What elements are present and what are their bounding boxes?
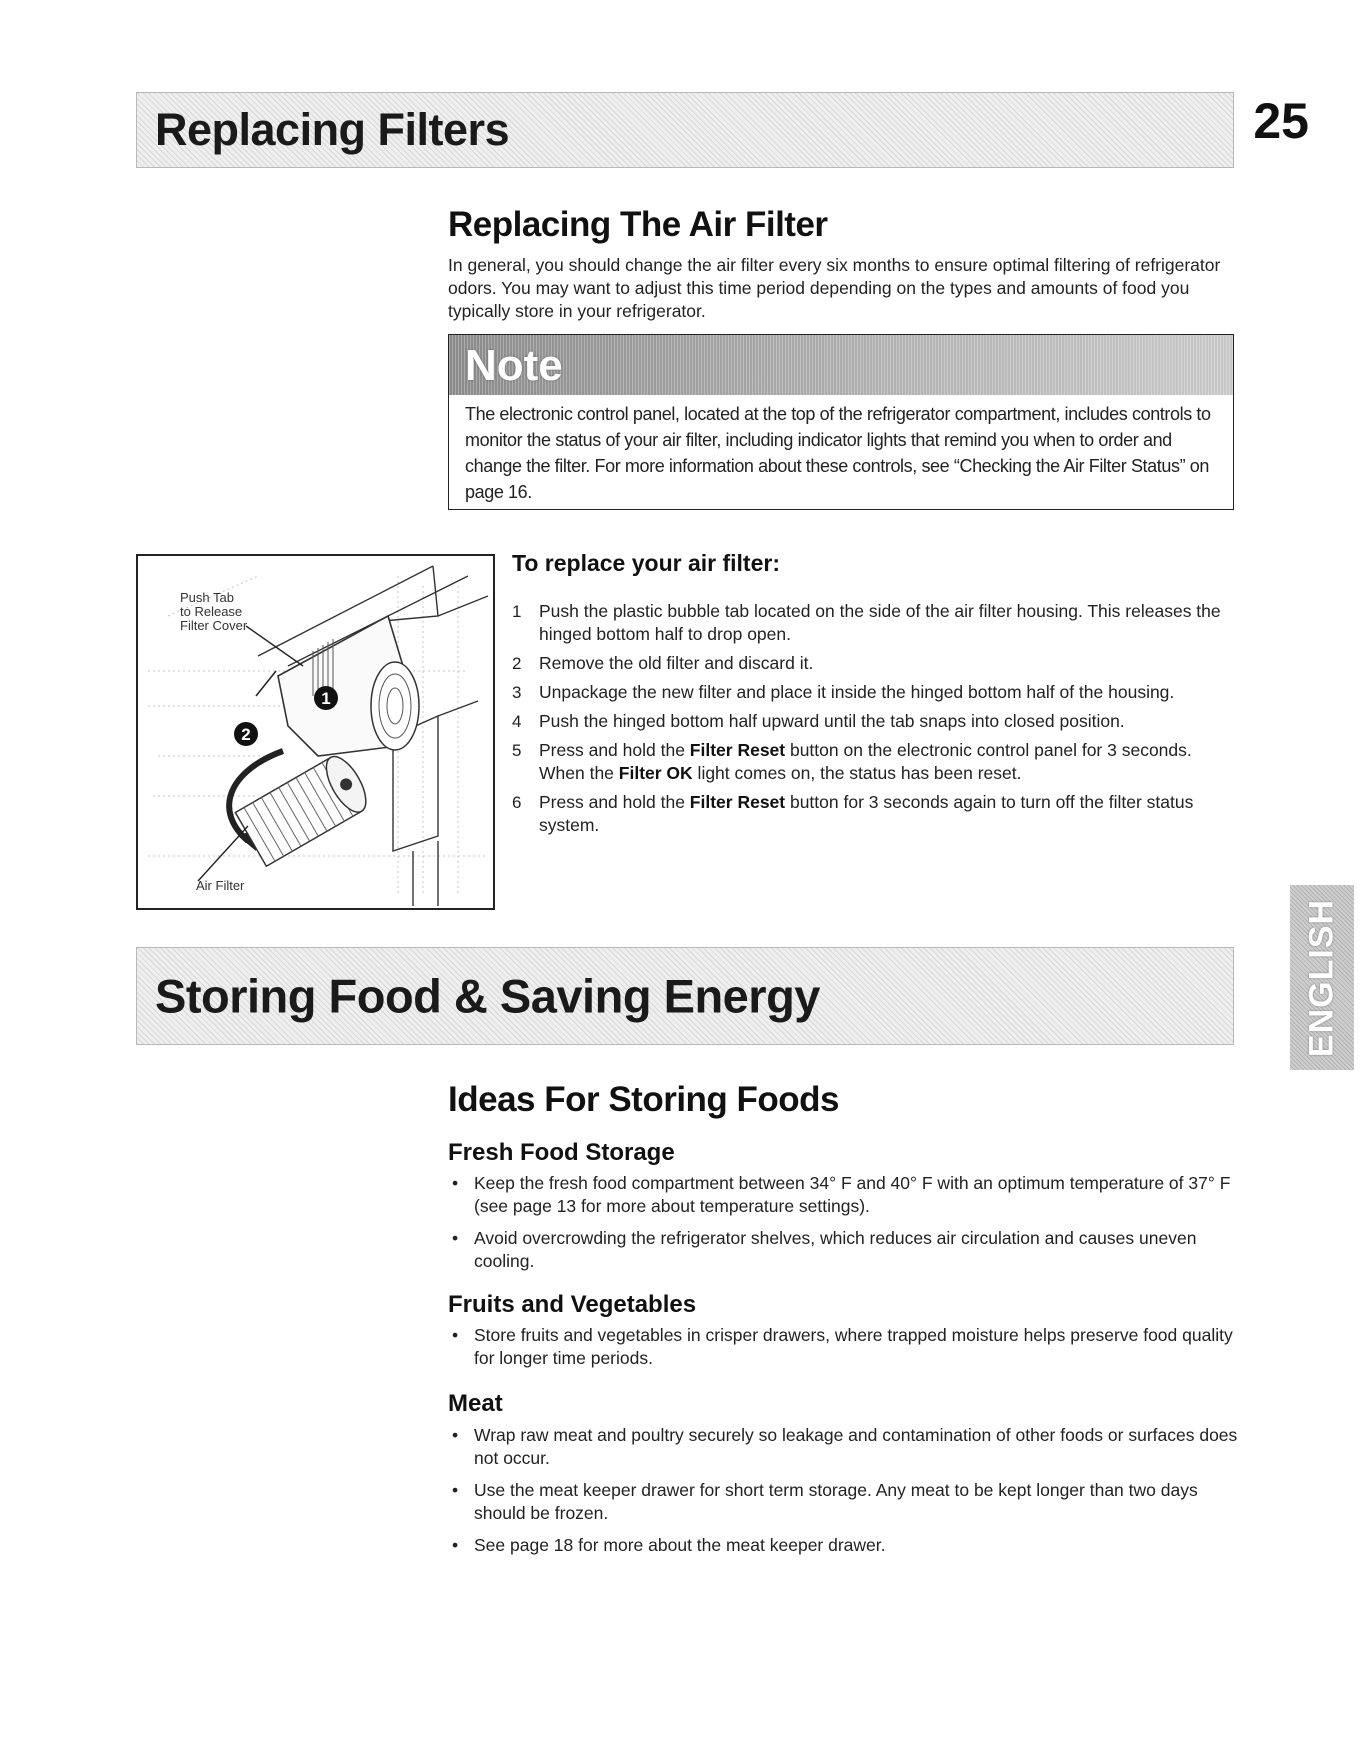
- list-item-text: See page 18 for more about the meat keeper drawer.: [474, 1535, 886, 1555]
- note-text: The electronic control panel, located at the top of the refrigerator compartment, includes controls to monitor the status of your air filter, including indicator lights that remind you when to order and change the filter. For more information about these controls, see “Checking the Air Filter Status” on page 16.: [465, 404, 1211, 502]
- step-text: Push the plastic bubble tab located on the side of the air filter housing. This releases the hinged bottom half to drop open.: [539, 601, 1221, 644]
- note-box: [448, 334, 1234, 510]
- step-item: [512, 791, 1238, 837]
- list-item-text: Keep the fresh food compartment between 34° F and 40° F with an optimum temperature of 37° F (see page 13 for more about temperature settings).: [474, 1173, 1231, 1216]
- list-item-text: Store fruits and vegetables in crisper drawers, where trapped moisture helps preserve food quality for longer time periods.: [474, 1325, 1233, 1368]
- step-number: 5: [512, 741, 522, 760]
- language-tab-label: ENGLISH: [1302, 898, 1341, 1057]
- filter-ok-label: Filter OK: [618, 763, 693, 783]
- bullet-icon: •: [452, 1425, 459, 1445]
- step-marker-1: [314, 686, 338, 710]
- filter-reset-label: Filter Reset: [689, 740, 786, 760]
- bullet-icon: •: [452, 1228, 459, 1248]
- step-text-pre: Press and hold the: [539, 792, 690, 812]
- step-item: [512, 681, 1238, 704]
- fresh-food-heading: Fresh Food Storage: [448, 1139, 675, 1166]
- air-filter-intro: In general, you should change the air filter every six months to ensure optimal filtering of refrigerator odors. You may want to adjust this time period depending on the types and amounts of food you typically store in your refrigerator.: [448, 255, 1221, 321]
- meat-list: [448, 1424, 1238, 1566]
- fruits-heading: Fruits and Vegetables: [448, 1291, 697, 1318]
- step-item: [512, 652, 1238, 675]
- meat-heading: Meat: [448, 1390, 503, 1417]
- bullet-icon: •: [452, 1480, 459, 1500]
- list-item: [448, 1424, 1238, 1470]
- figure-label-push-tab: Push Tab: [180, 590, 234, 605]
- list-item: [448, 1172, 1238, 1218]
- step-text-post: button for 3 seconds again to turn off the filter status system.: [539, 792, 1194, 835]
- subsection-heading-air-filter: Replacing The Air Filter: [448, 205, 828, 244]
- list-item: [448, 1534, 1238, 1557]
- step-text-mid: button on the electronic control panel for 3 seconds. When the: [539, 740, 1192, 783]
- language-side-tab: [1290, 885, 1354, 1070]
- figure-label-air-filter: Air Filter: [196, 878, 245, 893]
- step-number: 1: [512, 602, 522, 621]
- svg-text:1: 1: [321, 689, 331, 708]
- section-banner-storing-food: [136, 947, 1234, 1045]
- list-item-text: Use the meat keeper drawer for short term storage. Any meat to be kept longer than two days should be frozen.: [474, 1480, 1198, 1523]
- steps-list: [512, 600, 1238, 843]
- list-item: [448, 1227, 1238, 1273]
- subsection-heading-storing-foods: Ideas For Storing Foods: [448, 1080, 840, 1119]
- air-filter-figure: [136, 554, 495, 910]
- list-item-text: Wrap raw meat and poultry securely so leakage and contamination of other foods or surfaces does not occur.: [474, 1425, 1238, 1468]
- step-marker-2: [234, 722, 258, 746]
- svg-text:2: 2: [241, 725, 251, 744]
- step-text: Unpackage the new filter and place it inside the hinged bottom half of the housing.: [539, 682, 1175, 702]
- step-number: 4: [512, 712, 522, 731]
- bullet-icon: •: [452, 1173, 459, 1193]
- list-item: [448, 1479, 1238, 1525]
- list-item-text: Avoid overcrowding the refrigerator shelves, which reduces air circulation and causes uneven cooling.: [474, 1228, 1197, 1271]
- section-title: Replacing Filters: [155, 104, 510, 155]
- step-text-pre: Press and hold the: [539, 740, 690, 760]
- section-title: Storing Food & Saving Energy: [155, 969, 820, 1023]
- bullet-icon: •: [452, 1325, 459, 1345]
- step-text-post: light comes on, the status has been reset.: [692, 763, 1022, 783]
- figure-label-filter-cover: Filter Cover: [180, 618, 248, 633]
- step-number: 3: [512, 683, 522, 702]
- step-item: [512, 600, 1238, 646]
- fresh-food-list: [448, 1172, 1238, 1282]
- list-item: [448, 1324, 1238, 1370]
- steps-heading: To replace your air filter:: [512, 550, 780, 576]
- air-filter-illustration: [138, 556, 493, 908]
- fruits-list: [448, 1324, 1238, 1379]
- filter-reset-label: Filter Reset: [689, 792, 786, 812]
- step-text: Remove the old filter and discard it.: [539, 653, 814, 673]
- step-item: [512, 739, 1238, 785]
- step-text: Push the hinged bottom half upward until the tab snaps into closed position.: [539, 711, 1125, 731]
- step-number: 6: [512, 793, 522, 812]
- page-number: 25: [1253, 93, 1309, 149]
- bullet-icon: •: [452, 1535, 459, 1555]
- step-number: 2: [512, 654, 522, 673]
- note-title: Note: [465, 341, 563, 390]
- note-header: [449, 335, 1233, 395]
- step-item: [512, 710, 1238, 733]
- figure-label-to-release: to Release: [180, 604, 243, 619]
- section-banner-replacing-filters: [136, 92, 1234, 168]
